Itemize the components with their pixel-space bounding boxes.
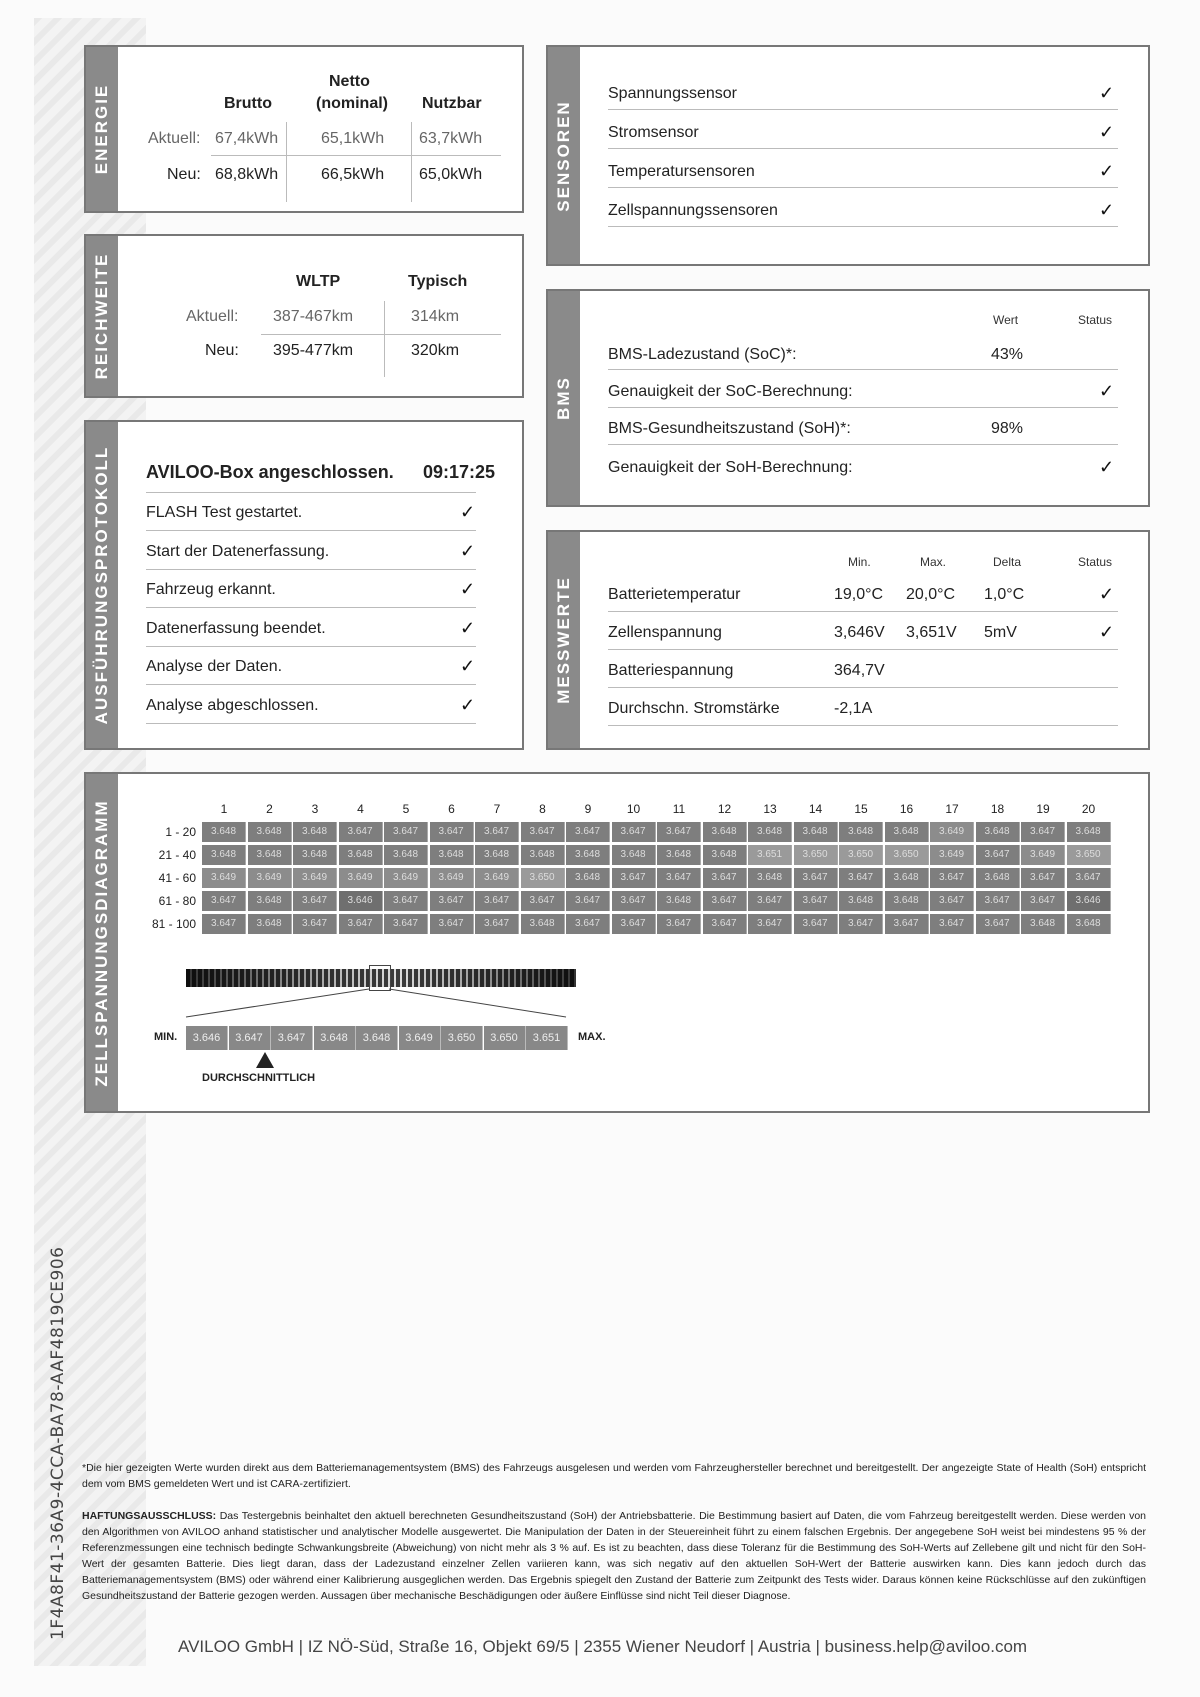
divider xyxy=(146,530,476,531)
divider xyxy=(608,187,1118,188)
protokoll-step: Fahrzeug erkannt. xyxy=(146,581,276,598)
heatmap-cell: 3.649 xyxy=(202,868,246,888)
reichweite-side-label: REICHWEITE xyxy=(86,236,118,396)
heatmap-cell: 3.647 xyxy=(293,891,337,911)
heatmap-cell: 3.647 xyxy=(703,868,747,888)
heatmap-cell: 3.647 xyxy=(657,822,701,842)
heatmap-cell: 3.647 xyxy=(202,891,246,911)
column-header: 3 xyxy=(311,802,319,816)
heatmap-cell: 3.647 xyxy=(657,868,701,888)
column-header: 16 xyxy=(899,802,914,816)
protokoll-step: Datenerfassung beendet. xyxy=(146,619,326,637)
heatmap-cell: 3.647 xyxy=(839,868,883,888)
heatmap-cell: 3.647 xyxy=(976,914,1020,934)
row-neu: Neu: xyxy=(167,166,201,183)
sensor-item: Zellspannungssensoren xyxy=(608,202,778,219)
heatmap-cell: 3.647 xyxy=(930,868,974,888)
energie-neu-netto: 66,5kWh xyxy=(321,166,385,183)
legend-min: MIN. xyxy=(154,1031,178,1043)
divider xyxy=(146,492,476,493)
heatmap-cell: 3.647 xyxy=(976,891,1020,911)
heatmap-cell: 3.647 xyxy=(384,822,428,842)
heatmap-cell: 3.648 xyxy=(885,822,929,842)
heatmap-cell: 3.647 xyxy=(703,891,747,911)
check-icon: ✓ xyxy=(460,579,476,599)
column-header: 13 xyxy=(763,802,777,816)
column-header: 17 xyxy=(945,802,959,816)
divider xyxy=(608,611,1118,612)
heatmap-cell: 3.647 xyxy=(1021,891,1065,911)
heatmap-cell: 3.648 xyxy=(248,891,292,911)
sensoren-side-label: SENSOREN xyxy=(548,47,580,264)
heatmap-cell: 3.648 xyxy=(202,845,246,865)
row-header: 61 - 80 xyxy=(158,894,196,908)
check-icon: ✓ xyxy=(1099,381,1115,401)
heatmap-cell: 3.647 xyxy=(794,868,838,888)
col-netto: Netto xyxy=(329,73,370,90)
col-wltp: WLTP xyxy=(296,273,341,290)
heatmap-cell: 3.648 xyxy=(248,914,292,934)
col-status: Status xyxy=(1078,555,1113,569)
reichweite-panel xyxy=(84,234,524,398)
energie-aktuell-netto: 65,1kWh xyxy=(321,130,385,147)
column-header: 4 xyxy=(357,802,364,816)
column-header: 11 xyxy=(672,802,686,816)
bms-soc-label: BMS-Ladezustand (SoC)*: xyxy=(608,346,797,363)
messwert-min: -2,1A xyxy=(834,700,873,717)
check-icon: ✓ xyxy=(1099,83,1115,103)
column-header: 20 xyxy=(1081,802,1096,816)
heatmap-cell: 3.648 xyxy=(202,822,246,842)
reichweite-neu-typisch: 320km xyxy=(411,342,460,359)
check-icon: ✓ xyxy=(1099,622,1115,642)
divider xyxy=(146,684,476,685)
heatmap-cell: 3.649 xyxy=(475,868,519,888)
sensor-item: Stromsensor xyxy=(608,124,699,141)
heatmap-cell: 3.648 xyxy=(703,845,747,865)
bms-soc-acc-label: Genauigkeit der SoC-Berechnung: xyxy=(608,383,853,400)
reichweite-neu-wltp: 395-477km xyxy=(273,342,354,359)
protokoll-step: FLASH Test gestartet. xyxy=(146,504,303,521)
heatmap-cell: 3.650 xyxy=(794,845,838,865)
legend-cell: 3.648 xyxy=(314,1026,356,1050)
col-min: Min. xyxy=(848,555,871,569)
col-max: Max. xyxy=(920,555,947,569)
heatmap-cell: 3.647 xyxy=(566,822,610,842)
check-icon: ✓ xyxy=(460,694,476,715)
disclaimer xyxy=(82,1508,1146,1604)
divider xyxy=(146,723,476,724)
check-icon: ✓ xyxy=(1099,161,1115,181)
bms-soc-value: 43% xyxy=(991,346,1024,363)
heatmap-cell: 3.647 xyxy=(794,914,838,934)
heatmap-cell: 3.648 xyxy=(566,845,610,865)
legend-cell: 3.649 xyxy=(399,1026,441,1050)
row-neu: Neu: xyxy=(205,342,239,359)
heatmap-cell: 3.647 xyxy=(1021,868,1065,888)
divider xyxy=(608,226,1118,227)
heatmap-cell: 3.647 xyxy=(339,822,383,842)
heatmap-cell: 3.648 xyxy=(885,868,929,888)
column-header: 8 xyxy=(539,802,546,816)
divider xyxy=(286,122,287,202)
reichweite-aktuell-typisch: 314km xyxy=(411,308,460,325)
divider xyxy=(608,444,1118,445)
check-icon: ✓ xyxy=(1099,584,1115,604)
heatmap-cell: 3.647 xyxy=(521,891,565,911)
column-header: 5 xyxy=(402,802,410,816)
divider xyxy=(211,155,501,156)
heatmap-cell: 3.647 xyxy=(475,891,519,911)
heatmap-cell: 3.649 xyxy=(1021,845,1065,865)
messwert-label: Zellenspannung xyxy=(608,624,722,641)
divider xyxy=(384,301,385,377)
heatmap-cell: 3.648 xyxy=(339,845,383,865)
heatmap-cell: 3.647 xyxy=(794,891,838,911)
check-icon: ✓ xyxy=(460,656,476,676)
average-label: DURCHSCHNITTLICH xyxy=(202,1072,316,1084)
legend-cell: 3.647 xyxy=(271,1026,313,1050)
divider xyxy=(608,109,1118,110)
heatmap-cell: 3.649 xyxy=(248,868,292,888)
sensor-item: Temperatursensoren xyxy=(608,163,755,180)
heatmap-cell: 3.648 xyxy=(885,891,929,911)
legend-cell: 3.651 xyxy=(526,1026,568,1050)
column-header: 6 xyxy=(448,802,455,816)
heatmap-cell: 3.647 xyxy=(475,914,519,934)
heatmap-cell: 3.647 xyxy=(384,914,428,934)
heatmap-cell: 3.647 xyxy=(430,914,474,934)
heatmap-cell: 3.648 xyxy=(293,822,337,842)
heatmap-cell: 3.648 xyxy=(839,822,883,842)
messwert-max: 20,0°C xyxy=(906,586,956,603)
col-typisch: Typisch xyxy=(408,273,468,290)
legend-cell: 3.646 xyxy=(186,1026,228,1050)
heatmap-cell: 3.646 xyxy=(1067,891,1111,911)
zellspannung-panel xyxy=(84,772,1150,1113)
divider xyxy=(261,334,501,335)
legend-cell: 3.650 xyxy=(441,1026,483,1050)
heatmap-cell: 3.648 xyxy=(1067,914,1111,934)
heatmap-cell: 3.649 xyxy=(930,845,974,865)
messwert-min: 19,0°C xyxy=(834,586,884,603)
protokoll-step: Analyse der Daten. xyxy=(146,658,283,675)
col-nutzbar: Nutzbar xyxy=(422,95,482,112)
divider xyxy=(608,687,1118,688)
heatmap-cell: 3.648 xyxy=(748,822,792,842)
divider xyxy=(411,122,412,202)
energie-aktuell-brutto: 67,4kWh xyxy=(215,130,279,147)
heatmap-cell: 3.647 xyxy=(748,891,792,911)
legend-cell: 3.648 xyxy=(356,1026,398,1050)
heatmap-cell: 3.650 xyxy=(1067,845,1111,865)
messwert-label: Batteriespannung xyxy=(608,662,734,679)
heatmap-cell: 3.647 xyxy=(612,891,656,911)
heatmap-cell: 3.647 xyxy=(657,914,701,934)
heatmap-cell: 3.648 xyxy=(657,845,701,865)
heatmap-cell: 3.647 xyxy=(1067,868,1111,888)
heatmap-cell: 3.647 xyxy=(612,914,656,934)
row-aktuell: Aktuell: xyxy=(148,130,201,147)
heatmap-cell: 3.648 xyxy=(976,822,1020,842)
check-icon: ✓ xyxy=(1099,122,1115,142)
sensoren-panel xyxy=(546,45,1150,266)
heatmap-cell: 3.648 xyxy=(248,845,292,865)
sensor-item: Spannungssensor xyxy=(608,85,737,102)
energie-panel xyxy=(84,45,524,213)
heatmap-cell: 3.647 xyxy=(293,914,337,934)
heatmap-cell: 3.649 xyxy=(293,868,337,888)
heatmap-cell: 3.646 xyxy=(339,891,383,911)
heatmap-cell: 3.648 xyxy=(657,891,701,911)
col-delta: Delta xyxy=(993,555,1022,569)
heatmap-cell: 3.648 xyxy=(293,845,337,865)
heatmap-cell: 3.647 xyxy=(475,822,519,842)
column-header: 2 xyxy=(266,802,273,816)
heatmap-cell: 3.648 xyxy=(521,914,565,934)
messwert-delta: 1,0°C xyxy=(984,586,1025,603)
heatmap-cell: 3.647 xyxy=(384,891,428,911)
heatmap-cell: 3.647 xyxy=(1021,822,1065,842)
heatmap-cell: 3.650 xyxy=(839,845,883,865)
protokoll-panel xyxy=(84,420,524,750)
col-brutto: Brutto xyxy=(224,95,272,112)
heatmap-cell: 3.647 xyxy=(976,845,1020,865)
disclaimer-title: HAFTUNGSAUSSCHLUSS: xyxy=(82,1510,217,1522)
row-header: 21 - 40 xyxy=(158,848,196,862)
protokoll-header: AVILOO-Box angeschlossen. xyxy=(146,462,394,482)
column-header: 19 xyxy=(1036,802,1050,816)
messwert-min: 364,7V xyxy=(834,662,885,679)
energie-neu-nutzbar: 65,0kWh xyxy=(419,166,483,183)
messwerte-side-label: MESSWERTE xyxy=(548,532,580,748)
heatmap-cell: 3.648 xyxy=(430,845,474,865)
heatmap-cell: 3.647 xyxy=(839,914,883,934)
column-header: 12 xyxy=(717,802,732,816)
legend-max: MAX. xyxy=(578,1031,606,1043)
bms-side-label: BMS xyxy=(548,291,580,505)
heatmap-cell: 3.649 xyxy=(339,868,383,888)
check-icon: ✓ xyxy=(460,540,476,561)
heatmap-cell: 3.647 xyxy=(202,914,246,934)
heatmap-cell: 3.647 xyxy=(930,914,974,934)
heatmap-cell: 3.648 xyxy=(475,845,519,865)
messwert-label: Durchschn. Stromstärke xyxy=(608,700,780,717)
heatmap-cell: 3.648 xyxy=(248,822,292,842)
divider xyxy=(146,646,476,647)
column-header: 9 xyxy=(584,802,592,816)
heatmap-cell: 3.648 xyxy=(839,891,883,911)
divider xyxy=(608,369,1118,370)
check-icon: ✓ xyxy=(1099,200,1115,220)
heatmap-cell: 3.650 xyxy=(521,868,565,888)
divider xyxy=(608,725,1118,726)
column-header: 7 xyxy=(493,802,501,816)
protokoll-step: Analyse abgeschlossen. xyxy=(146,696,319,714)
messwert-delta: 5mV xyxy=(984,624,1017,641)
heatmap-cell: 3.648 xyxy=(976,868,1020,888)
heatmap-cell: 3.647 xyxy=(612,868,656,888)
heatmap-cell: 3.647 xyxy=(430,891,474,911)
legend-cell: 3.650 xyxy=(484,1026,526,1050)
col-netto-sub: (nominal) xyxy=(316,95,388,112)
protokoll-side-label: AUSFÜHRUNGSPROTOKOLL xyxy=(86,422,118,748)
col-status: Status xyxy=(1078,313,1113,327)
zoom-lines xyxy=(86,774,646,1034)
document-id: 1F4A8F41-36A9-4CCA-BA78-AAF4819CE906 xyxy=(48,1246,68,1640)
heatmap-cell: 3.650 xyxy=(885,845,929,865)
row-header: 1 - 20 xyxy=(165,825,196,839)
divider xyxy=(608,148,1118,149)
divider xyxy=(608,649,1118,650)
footnote: *Die hier gezeigten Werte wurden direkt aus dem Batteriemanagementsystem (BMS) des Fahrzeugs ausgelesen und werden vom Fahrzeughersteller berechnet und bereitgestellt. Der angezeigte State of Health (SoH) entspricht dem vom BMS gemeldeten Wert und ist CARA-zertifiziert. xyxy=(82,1462,1146,1490)
heatmap-cell: 3.648 xyxy=(521,845,565,865)
energie-side-label: ENERGIE xyxy=(86,47,118,211)
heatmap-cell: 3.647 xyxy=(885,914,929,934)
heatmap-cell: 3.648 xyxy=(703,822,747,842)
heatmap-cell: 3.647 xyxy=(930,891,974,911)
bms-soh-acc-label: Genauigkeit der SoH-Berechnung: xyxy=(608,459,853,476)
heatmap-cell: 3.647 xyxy=(703,914,747,934)
messwerte-panel xyxy=(546,530,1150,750)
heatmap-cell: 3.649 xyxy=(430,868,474,888)
average-marker-icon xyxy=(256,1052,274,1068)
messwert-min: 3,646V xyxy=(834,624,885,641)
column-header: 15 xyxy=(854,802,868,816)
heatmap-cell: 3.647 xyxy=(566,914,610,934)
energie-aktuell-nutzbar: 63,7kWh xyxy=(419,130,483,147)
protokoll-time: 09:17:25 xyxy=(423,462,496,482)
disclaimer-text: Das Testergebnis beinhaltet den aktuell berechneten Gesundheitszustand (SoH) der Antriebsbatterie. Die Bestimmung basiert auf Daten, die vom Fahrzeug bereitgestellt werden. Diese werden von den Algorithmen von AVILOO anhand statistischer und analytischer Modelle ausgewertet. Die Manipulation der Daten in der Steuereinheit führt zu einem falschen Ergebnis. Der angegebene SoH weist bei mindestens 95 % der Referenzmessungen eine technisch bedingte Schwankungsbreite (Abweichung) von nicht mehr als 3 % auf. Es ist zu beachten, dass diese Toleranz für die Bestimmung des SoH-Werts auf Zellebene gilt und nicht für den SoH-Wert der gesamten Batterie. Dies liegt daran, dass der Ladezustand einzelner Zellen variieren kann, was sich negativ auf den aktuellen SoH-Wert der Batterie auswirken kann. Dies kann jedoch durch das Batteriemanagementsystem (BMS) oder während einer Kalibrierung ausgeglichen werden. Das Ergebnis spiegelt den Zustand der Batterie zum Zeitpunkt des Tests wider. Daraus können keine Rückschlüsse auf den zukünftigen Gesundheitszustand der Batterie gezogen werden. Aussagen über mechanische Beschädigungen oder äußere Einflüsse sind nicht Teil dieser Diagnose. xyxy=(82,1510,1147,1602)
heatmap-cell: 3.649 xyxy=(930,822,974,842)
check-icon: ✓ xyxy=(1099,457,1115,477)
energie-neu-brutto: 68,8kWh xyxy=(215,166,279,183)
heatmap-cell: 3.651 xyxy=(748,845,792,865)
heatmap-cell: 3.649 xyxy=(384,868,428,888)
heatmap-cell: 3.647 xyxy=(566,891,610,911)
heatmap-cell: 3.648 xyxy=(794,822,838,842)
column-header: 14 xyxy=(808,802,823,816)
divider xyxy=(146,569,476,570)
heatmap-cell: 3.648 xyxy=(748,868,792,888)
footer-address: AVILOO GmbH | IZ NÖ-Süd, Straße 16, Objekt 69/5 | 2355 Wiener Neudorf | Austria | business.help@aviloo.com xyxy=(178,1637,1028,1656)
heatmap-cell: 3.647 xyxy=(748,914,792,934)
heatmap-cell: 3.648 xyxy=(384,845,428,865)
divider xyxy=(608,407,1118,408)
col-wert: Wert xyxy=(993,313,1019,327)
column-header: 18 xyxy=(990,802,1005,816)
messwert-label: Batterietemperatur xyxy=(608,586,741,603)
check-icon: ✓ xyxy=(460,617,476,638)
reichweite-aktuell-wltp: 387-467km xyxy=(273,308,354,325)
heatmap-cell: 3.648 xyxy=(1067,822,1111,842)
heatmap-cell: 3.647 xyxy=(430,822,474,842)
heatmap-cell: 3.647 xyxy=(521,822,565,842)
protokoll-step: Start der Datenerfassung. xyxy=(146,542,330,560)
zellspannung-side-label: ZELLSPANNUNGSDIAGRAMM xyxy=(86,774,118,1111)
row-aktuell: Aktuell: xyxy=(186,308,239,325)
heatmap-cell: 3.648 xyxy=(1021,914,1065,934)
heatmap-cell: 3.648 xyxy=(612,845,656,865)
bms-panel xyxy=(546,289,1150,507)
heatmap-cell: 3.648 xyxy=(566,868,610,888)
check-icon: ✓ xyxy=(460,502,476,522)
column-header: 10 xyxy=(626,802,641,816)
row-header: 41 - 60 xyxy=(158,871,196,885)
bms-soh-value: 98% xyxy=(991,420,1024,437)
bms-soh-label: BMS-Gesundheitszustand (SoH)*: xyxy=(608,420,851,437)
messwert-max: 3,651V xyxy=(906,624,957,641)
legend-cell: 3.647 xyxy=(229,1026,271,1050)
heatmap-cell: 3.647 xyxy=(612,822,656,842)
divider xyxy=(146,607,476,608)
heatmap-cell: 3.647 xyxy=(339,914,383,934)
column-header: 1 xyxy=(220,802,228,816)
row-header: 81 - 100 xyxy=(151,917,196,931)
